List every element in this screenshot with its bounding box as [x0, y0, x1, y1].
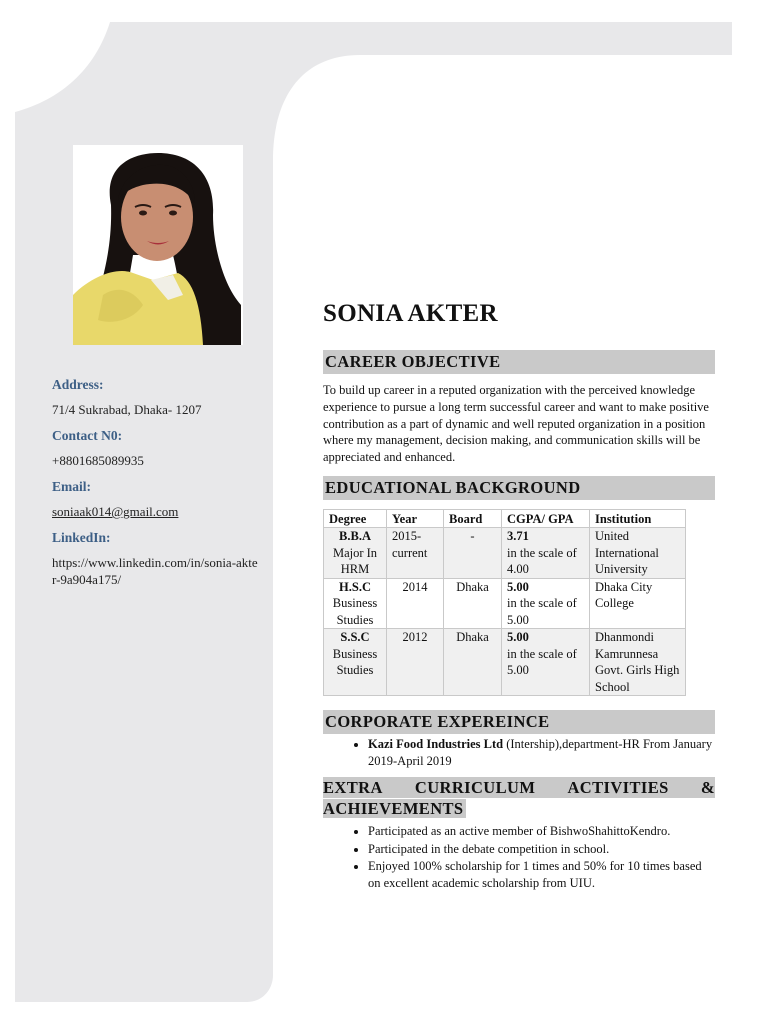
resume-main	[323, 300, 715, 892]
table-row	[324, 629, 686, 696]
contact-sidebar	[52, 376, 262, 597]
institution-cell: Dhaka City College	[590, 578, 686, 629]
education-table	[323, 509, 686, 697]
table-header-row	[324, 509, 686, 528]
profile-photo	[73, 145, 243, 345]
board-cell: -	[444, 528, 502, 579]
year-cell: 2014	[387, 578, 444, 629]
year-cell: 2012	[387, 629, 444, 696]
section-heading-corporate: CORPORATE EXPEREINCE	[323, 710, 715, 734]
career-objective-text: To build up career in a reputed organization with the perceived knowledge experience to pursue a long term successful career and want to make positive contribution as a part of dynamic and well reputed organization in a position where my management, decision making, and communication skills will be appreciated and enhanced.	[323, 383, 709, 465]
gpa-cell: 3.71 in the scale of 4.00	[502, 528, 590, 579]
list-item: • Kazi Food Industries Ltd (Intership),department-HR From January 2019-April 2019	[368, 736, 715, 769]
table-row	[324, 578, 686, 629]
col-header-degree: Degree	[324, 509, 387, 528]
degree-cell: S.S.C Business Studies	[324, 629, 387, 696]
email-link[interactable]: soniaak014@gmail.com	[52, 504, 179, 519]
list-item: • Participated in the debate competition in school.	[368, 841, 715, 858]
degree-cell: H.S.C Business Studies	[324, 578, 387, 629]
col-header-institution: Institution	[590, 509, 686, 528]
linkedin-label: LinkedIn:	[52, 530, 111, 545]
col-header-board: Board	[444, 509, 502, 528]
address-label: Address:	[52, 377, 104, 392]
year-cell: 2015-current	[387, 528, 444, 579]
institution-cell: United International University	[590, 528, 686, 579]
gpa-cell: 5.00 in the scale of 5.00	[502, 629, 590, 696]
list-item: • Enjoyed 100% scholarship for 1 times and 50% for 10 times based on excellent academic scholarship from UIU.	[368, 858, 715, 891]
linkedin-url[interactable]: https://www.linkedin.com/in/sonia-akter-9a904a175/	[52, 555, 258, 587]
contact-label: Contact N0:	[52, 428, 123, 443]
col-header-gpa: CGPA/ GPA	[502, 509, 590, 528]
corporate-experience-list	[323, 736, 715, 769]
contact-value: +8801685089935	[52, 453, 144, 468]
table-row	[324, 528, 686, 579]
section-heading-education: EDUCATIONAL BACKGROUND	[323, 476, 715, 500]
achievements-list	[323, 823, 715, 891]
candidate-name: SONIA AKTER	[323, 300, 498, 327]
board-cell: Dhaka	[444, 629, 502, 696]
institution-cell: Dhanmondi Kamrunnesa Govt. Girls High School	[590, 629, 686, 696]
section-heading-career: CAREER OBJECTIVE	[323, 350, 715, 374]
list-item: • Participated as an active member of BishwoShahittoKendro.	[368, 823, 715, 840]
gpa-cell: 5.00 in the scale of 5.00	[502, 578, 590, 629]
address-value: 71/4 Sukrabad, Dhaka- 1207	[52, 402, 202, 417]
email-label: Email:	[52, 479, 91, 494]
col-header-year: Year	[387, 509, 444, 528]
section-heading-extra-curriculum: EXTRA CURRICULUM ACTIVITIES & ACHIEVEMENTS	[323, 778, 715, 819]
board-cell: Dhaka	[444, 578, 502, 629]
degree-cell: B.B.A Major In HRM	[324, 528, 387, 579]
